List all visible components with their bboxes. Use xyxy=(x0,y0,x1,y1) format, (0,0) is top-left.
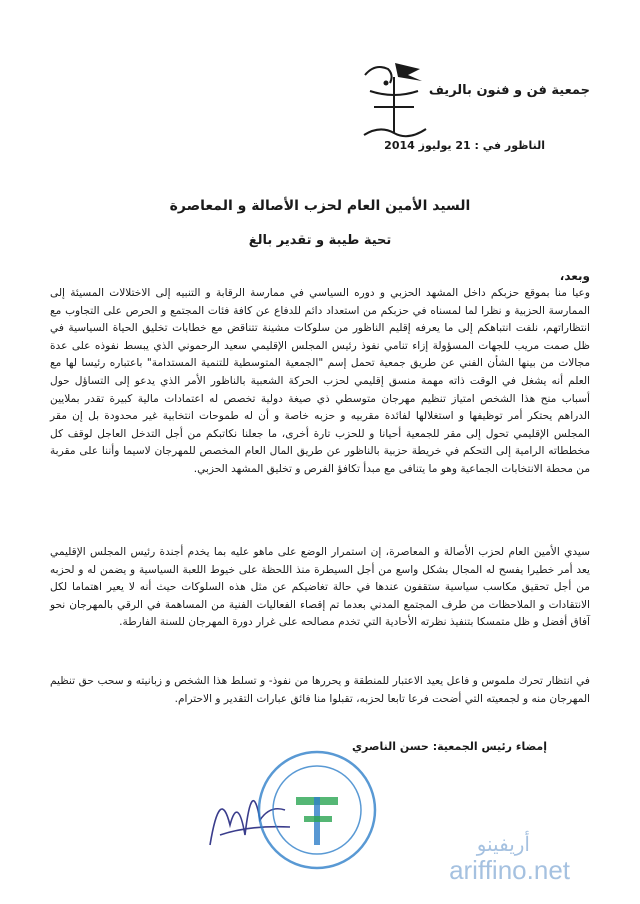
organization-logo-icon xyxy=(350,55,440,140)
body-paragraph: وعيا منا بموقع حزبكم داخل المشهد الحزبي و دوره السياسي في ممارسة الرقابة و التنبيه إلى الاختلالات المسيئة إلى الممارسة الحزبية و نظرا لما لمسناه في حزبكم من استعداد دائم للدفاع عن كافة فئات المجتمع و الحرص على التجاوب مع انتظاراتهم، نلفت انتباهكم إلى ما يعرفه إقليم الناظور من سلوكات مشينة تتناقض مع خطابات تخليق الحياة السياسية في ظل صمت مريب للجهات المسؤولة إزاء تنامي نفوذ رئيس المجلس الإقليمي سعيد الرحموني الذي يبسط نفوذه على عدة مجالات من بينها الشأن الفني عن طريق جمعية تحمل إسم "الجمعية المتوسطية للتنمية المستدامة" باعتباره رئيسا لها مع العلم أنه يشغل في الوقت ذاته مهمة منسق إقليمي لحزب الحركة الشعبية بالناظور الأمر الذي يدعو إلى التساؤل حول أسباب منح هذا الشخص امتياز تنظيم مهرجان متوسطي ذي صيغة دولية تخصص له اعتمادات مالية كبيرة تقدر بملايين الدراهم يحتكر أمر توظيفها و استغلالها لفائدة مقربيه و حزبه خاصة و أن له طموحات انتخابية غير محدودة بل إن مقر المجلس الإقليمي تحول إلى مقر للجمعية أحيانا و للحزب تارة أخرى، ما جعلنا نكاتبكم من أجل التدخل العاجل لوقف كل مخططاته الرامية إلى التحكم في خريطة حزبية بالناظور عن طريق المال العام المخصص للمهرجان لاسيما وأننا على مقربة من محطة الانتخابات الجماعية وهو ما يتنافى مع مبدأ تكافؤ الفرص و تخليق المشهد الحزبي. xyxy=(50,287,590,475)
watermark-arabic: أريفينو xyxy=(476,834,530,856)
watermark-latin: ariffino.net xyxy=(449,855,570,885)
body-paragraph: سيدي الأمين العام لحزب الأصالة و المعاصرة، إن استمرار الوضع على ماهو عليه بما يخدم أجندة رئيس المجلس الإقليمي يعد أمر خطيرا يفسح له المجال بشكل واسع من أجل السيطرة منذ اللحظة على خيوط اللعبة السياسية و يضمن له و لحزبه من أجل تحقيق مكاسب سياسية ستقفون عندها في حالة تغاضيكم عن مثل هذه السلوكات حيث أنه لا يعير اهتماما لكل الانتقادات و الملاحظات من طرف المجتمع المدني بعدما تم إقصاء الفعاليات الفنية من المساهمة في الرقي بالمهرجان نحو آفاق أفضل و ظل متمسكا بتنفيذ نظرته الأحادية التي تخدم مصالحه على غرار دورة المهرجان للسنة الفارطة. xyxy=(50,546,590,629)
association-stamp-icon xyxy=(252,745,382,875)
letter-recipient: السيد الأمين العام لحزب الأصالة و المعاصرة xyxy=(169,198,471,214)
letter-opening: وبعد، xyxy=(559,269,590,283)
letter-date: الناظور في : 21 يوليوز 2014 xyxy=(384,139,545,152)
organization-name: جمعية فن و فنون بالريف xyxy=(428,83,590,98)
watermark-logo xyxy=(380,825,590,885)
letter-greeting: تحية طيبة و تقدير بالغ xyxy=(248,233,392,248)
body-paragraph: في انتظار تحرك ملموس و فاعل يعيد الاعتبار للمنطقة و يحررها من نفوذ- و تسلط هذا الشخص و زبانيته و سحب حق تنظيم المهرجان منه و لجمعيته التي أضحت فرعا تابعا لحزبه، تقبلوا منا فائق عبارات التقدير و الاحترام. xyxy=(50,675,590,705)
signature-label: إمضاء رئيس الجمعية: حسن الناصري xyxy=(351,740,547,753)
